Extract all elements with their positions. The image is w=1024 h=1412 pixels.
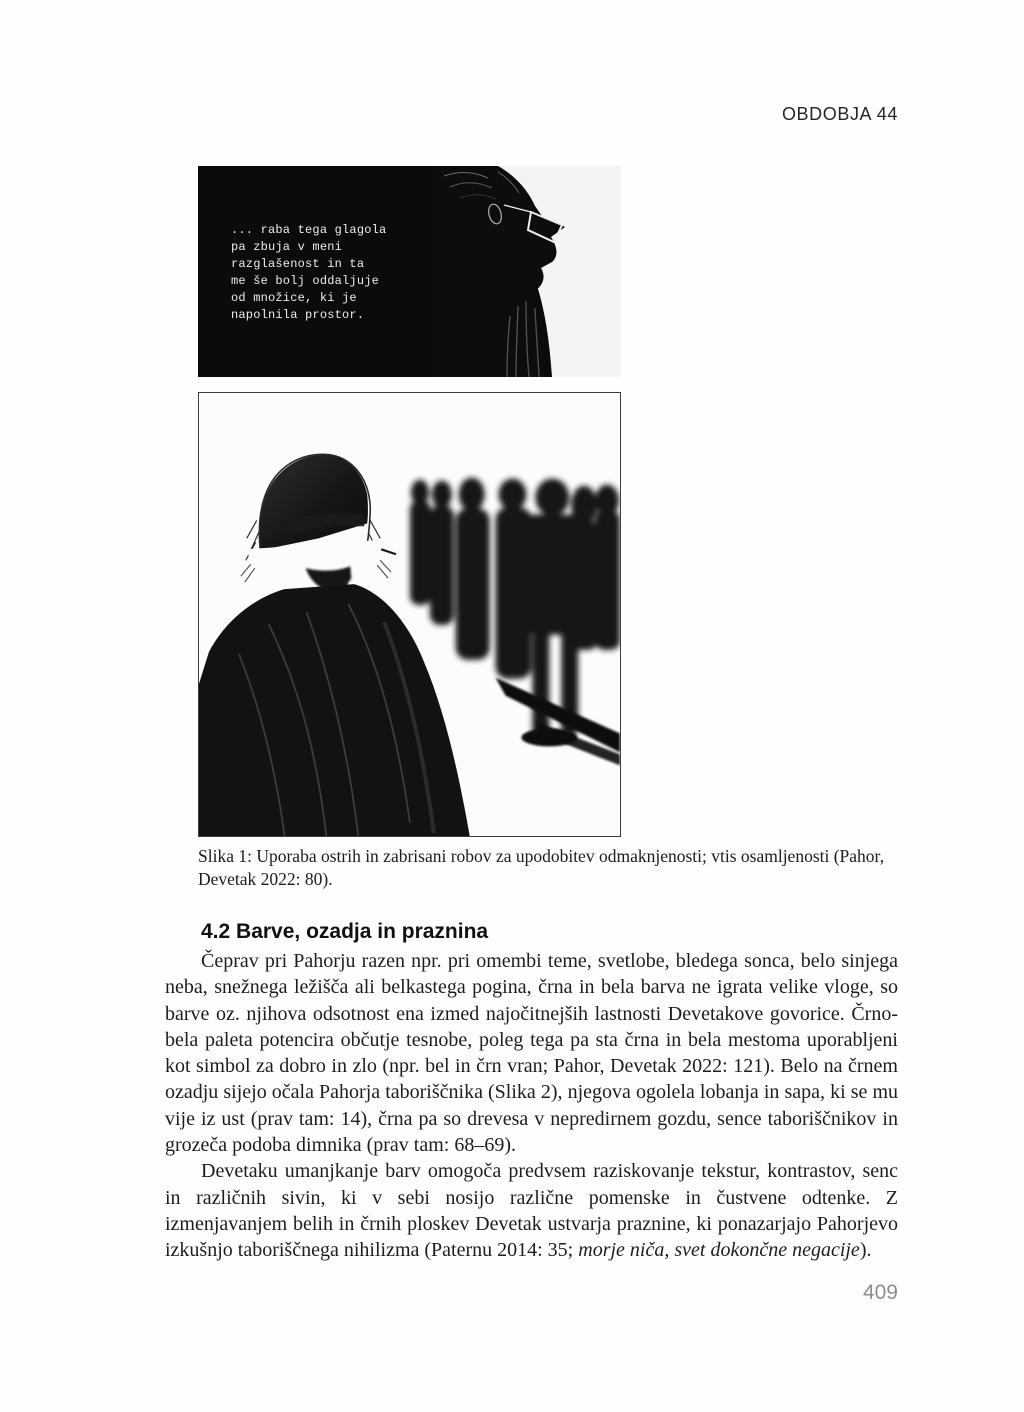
paragraph-2-closing: ). (859, 1239, 872, 1262)
body-paragraph-1: Čeprav pri Pahorju razen npr. pri omembi teme, svetlobe, bledega sonca, belo sinjega neba, snežnega ležišča ali belkastega pogina, črna in bela barva ne igrata velike vloge, so barve oz. njihova odsotnost ena izmed najočitnejših lastnosti Devetakove govorice. Črno-bela paleta potencira občutje tesnobe, poleg tega pa sta črna in bela mestoma uporabljeni kot simbol za dobro in zlo (npr. bel in črn vran; Pahor, Devetak 2022: 121). Belo na črnem ozadju sijejo očala Pahorja taboriščnika (Slika 2), njegova ogolela lobanja in sapa, ki se mu vije iz ust (prav tam: 14), črna pa so drevesa v nepredirnem gozdu, sence taboriščnikov in grozeča podoba dimnika (prav tam: 68–69). (165, 950, 898, 1157)
body-paragraph-2 (165, 1158, 898, 1263)
page-number: 409 (862, 1281, 898, 1304)
speech-line: pa zbuja v meni (231, 240, 343, 254)
speech-line: me še bolj oddaljuje (231, 274, 380, 288)
section-heading: 4.2 Barve, ozadja in praznina (201, 920, 489, 943)
speech-line: razglašenost in ta (231, 257, 365, 271)
speech-line: napolnila prostor. (231, 308, 365, 322)
journal-header: OBDOBJA 44 (781, 104, 898, 124)
figure-panel-2 (198, 392, 621, 837)
figure-panel-1 (198, 166, 621, 377)
figure-caption: Slika 1: Uporaba ostrih in zabrisani robov za upodobitev odmaknjenosti; vtis osamljenosti (Pahor, Devetak 2022: 80). (198, 846, 885, 889)
paragraph-2-text: Devetaku umanjkanje barv omogoča predvsem raziskovanje tekstur, kontrastov, senc in različnih sivin, ki v sebi nosijo različne pomenske in čustvene odtenke. Z izmenjavanjem belih in črnih ploskev Devetak ustvarja praznine, ki ponazarjajo Pahorjevo izkušnjo taboriščnega nihilizma (Paternu 2014: 35; (165, 1160, 898, 1262)
italic-citation: morje niča, svet dokončne negacije (578, 1239, 860, 1262)
speech-line: ... raba tega glagola (231, 223, 387, 237)
speech-line: od množice, ki je (231, 291, 357, 305)
panel-1-speech (231, 222, 386, 324)
panel-2-illustration (199, 393, 620, 836)
body-text (165, 948, 898, 1264)
